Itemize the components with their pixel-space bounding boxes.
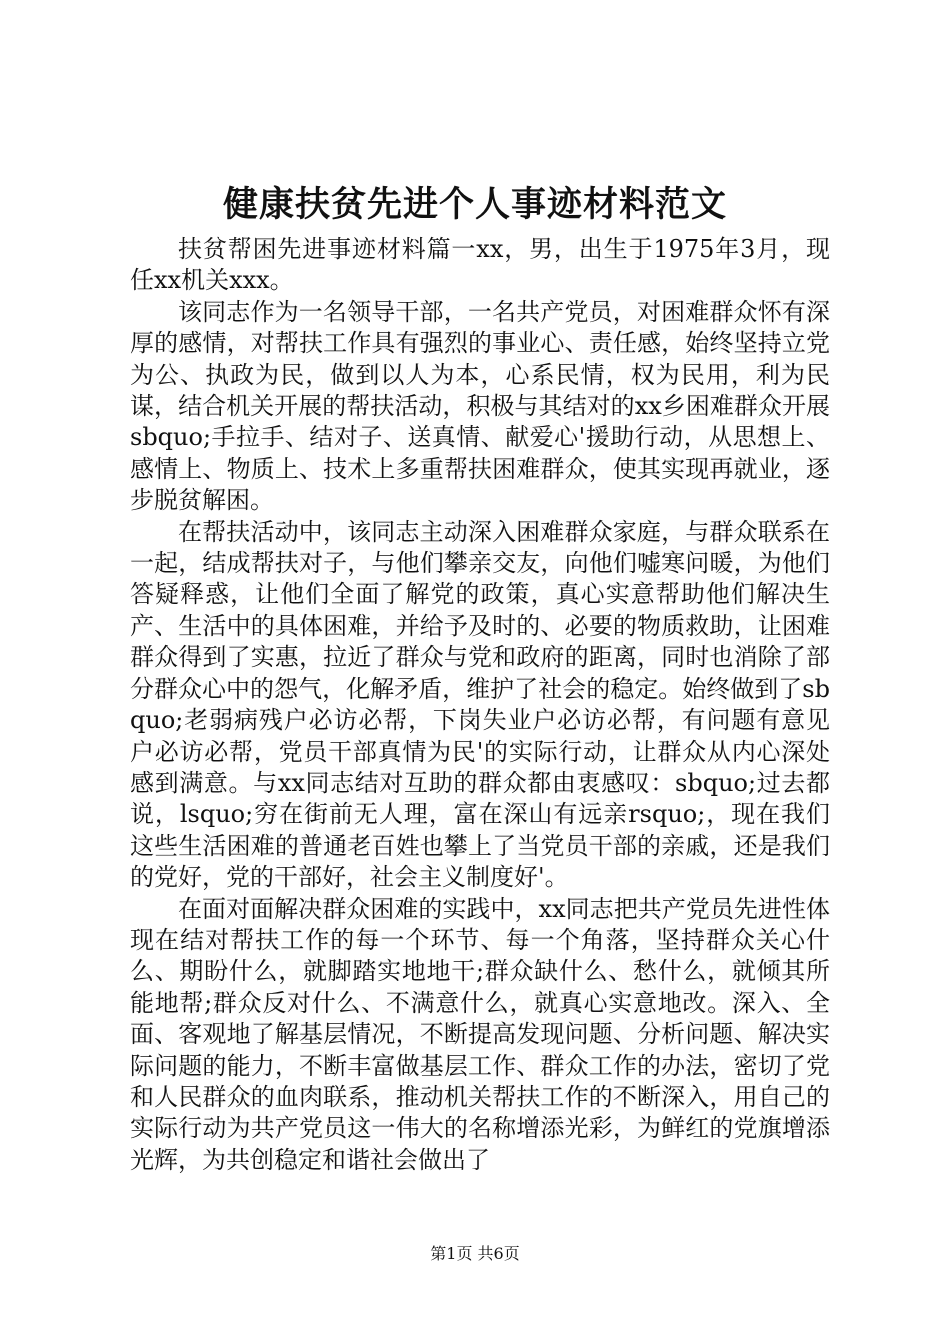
document-title: 健康扶贫先进个人事迹材料范文 [222, 184, 727, 225]
paragraph-4: 在面对面解决群众困难的实践中，xx同志把共产党员先进性体现在结对帮扶工作的每一个环节、每一个角落，坚持群众关心什么、期盼什么，就脚踏实地地干;群众缺什么、愁什么，就倾其所能地帮;群众反对什么、不满意什么，就真心实意地改。深入、全面、客观地了解基层情况，不断提高发现问题、分析问题、解决实际问题的能力，不断丰富做基层工作、群众工作的办法，密切了党和人民群众的血肉联系，推动机关帮扶工作的不断深入，用自己的实际行动为共产党员这一伟大的名称增添光彩，为鲜红的党旗增添光辉，为共创稳定和谐社会做出了 [130, 894, 830, 1174]
document-body [130, 234, 830, 1176]
paragraph-3: 在帮扶活动中，该同志主动深入困难群众家庭，与群众联系在一起，结成帮扶对子，与他们攀亲交友，向他们嘘寒问暖，为他们答疑释惑，让他们全面了解党的政策，真心实意帮助他们解决生产、生活中的具体困难，并给予及时的、必要的物质救助，让困难群众得到了实惠，拉近了群众与党和政府的距离，同时也消除了部分群众心中的怨气，化解矛盾，维护了社会的稳定。始终做到了sbquo;老弱病残户必访必帮，下岗失业户必访必帮，有问题有意见户必访必帮，党员干部真情为民'的实际行动，让群众从内心深处感到满意。与xx同志结对互助的群众都由衷感叹：sbquo;过去都说，lsquo;穷在街前无人理，富在深山有远亲rsquo;，现在我们这些生活困难的普通老百姓也攀上了当党员干部的亲戚，还是我们的党好，党的干部好，社会主义制度好'。 [130, 517, 830, 892]
paragraph-1: 扶贫帮困先进事迹材料篇一xx，男，出生于1975年3月，现任xx机关xxx。 [130, 235, 830, 295]
page-footer: 第1页 共6页 [430, 1244, 520, 1263]
paragraph-2: 该同志作为一名领导干部，一名共产党员，对困难群众怀有深厚的感情，对帮扶工作具有强烈的事业心、责任感，始终坚持立党为公、执政为民，做到以人为本，心系民情，权为民用，利为民谋，结合机关开展的帮扶活动，积极与其结对的xx乡困难群众开展sbquo;手拉手、结对子、送真情、献爱心'援助行动，从思想上、感情上、物质上、技术上多重帮扶困难群众，使其实现再就业，逐步脱贫解困。 [130, 297, 830, 515]
